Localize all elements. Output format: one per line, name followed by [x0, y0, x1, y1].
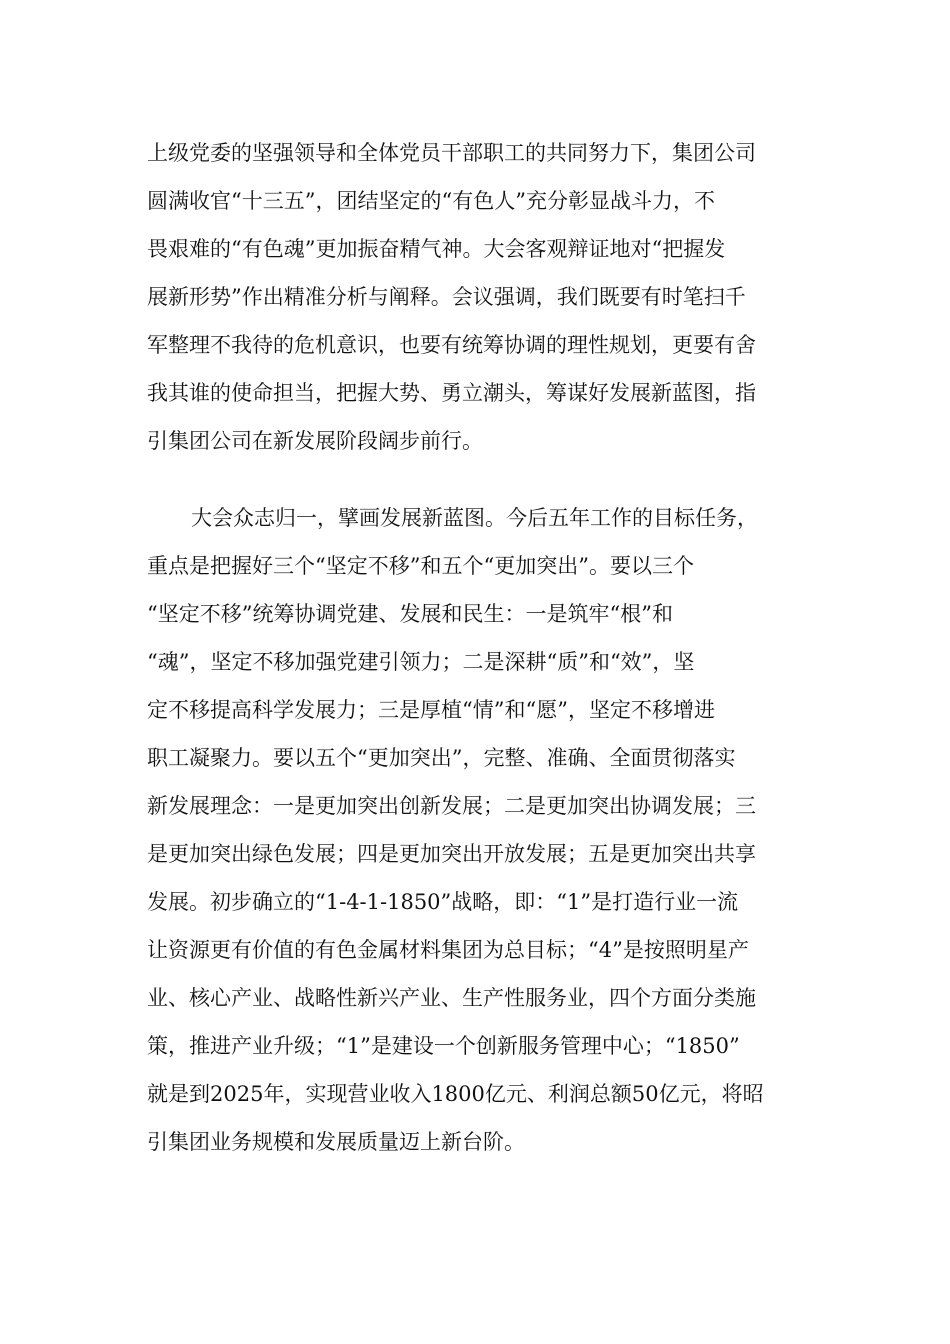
- paragraph-2-line-3: “坚定不移”统筹协调党建、发展和民生：一是筑牢“根”和: [147, 602, 673, 626]
- paragraph-2-line-9: 发展。初步确立的“1-4-1-1850”战略，即：“1”是打造行业一流: [147, 890, 739, 914]
- paragraph-2-line-13: 就是到2025年，实现营业收入1800亿元、利润总额50亿元，将昭: [147, 1082, 764, 1106]
- paragraph-2-line-14: 引集团业务规模和发展质量迈上新台阶。: [147, 1130, 525, 1154]
- paragraph-2-line-11: 业、核心产业、战略性新兴产业、生产性服务业，四个方面分类施: [147, 986, 756, 1010]
- paragraph-2-line-8: 是更加突出绿色发展；四是更加突出开放发展；五是更加突出共享: [147, 842, 756, 866]
- paragraph-1-line-1: 上级党委的坚强领导和全体党员干部职工的共同努力下，集团公司: [147, 141, 756, 165]
- paragraph-1-line-5: 军整理不我待的危机意识，也要有统筹协调的理性规划，更要有舍: [147, 333, 756, 357]
- paragraph-2-line-10: 让资源更有价值的有色金属材料集团为总目标；“4”是按照明星产: [147, 938, 749, 962]
- paragraph-1-line-3: 畏艰难的“有色魂”更加振奋精气神。大会客观辩证地对“把握发: [147, 237, 726, 261]
- paragraph-2-line-7: 新发展理念：一是更加突出创新发展；二是更加突出协调发展；三: [147, 794, 756, 818]
- paragraph-1-line-2: 圆满收官“十三五”，团结坚定的“有色人”充分彰显战斗力，不: [147, 189, 715, 213]
- paragraph-2-line-1: 大会众志归一，擘画发展新蓝图。今后五年工作的目标任务，: [191, 506, 758, 530]
- paragraph-2-line-6: 职工凝聚力。要以五个“更加突出”，完整、准确、全面贯彻落实: [147, 746, 736, 770]
- paragraph-1-line-7: 引集团公司在新发展阶段阔步前行。: [147, 429, 483, 453]
- paragraph-2-line-4: “魂”，坚定不移加强党建引领力；二是深耕“质”和“效”，坚: [147, 650, 695, 674]
- paragraph-2-line-5: 定不移提高科学发展力；三是厚植“情”和“愿”，坚定不移增进: [147, 698, 715, 722]
- paragraph-2-line-12: 策，推进产业升级；“1”是建设一个创新服务管理中心；“1850”: [147, 1034, 740, 1058]
- paragraph-1-line-4: 展新形势”作出精准分析与阐释。会议强调，我们既要有时笔扫千: [147, 285, 746, 309]
- paragraph-1-line-6: 我其谁的使命担当，把握大势、勇立潮头，筹谋好发展新蓝图，指: [147, 381, 756, 405]
- paragraph-2-line-2: 重点是把握好三个“坚定不移”和五个“更加突出”。要以三个: [147, 554, 694, 578]
